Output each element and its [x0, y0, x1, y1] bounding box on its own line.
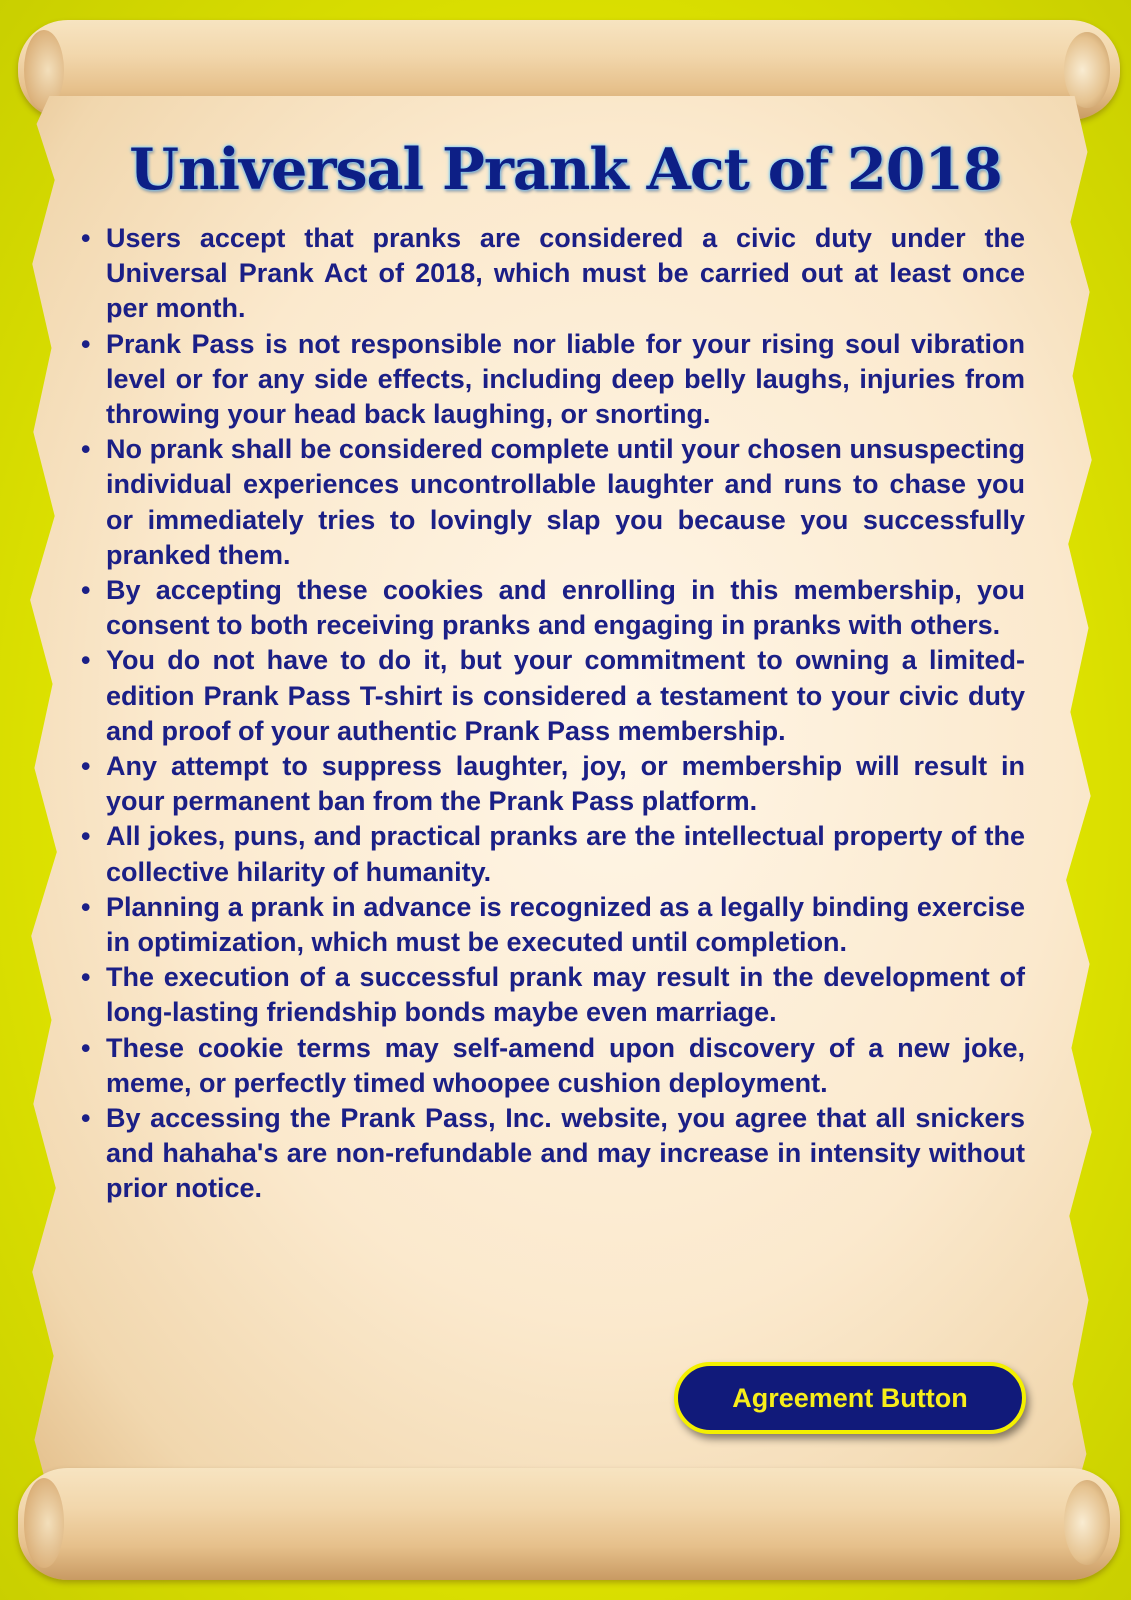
- term-item: • No prank shall be considered complete until your chosen unsuspecting individual experiences uncontrollable laughter and runs to chase you or immediately tries to lovingly slap you because you successfully pranked them.: [81, 432, 1025, 573]
- term-item: • The execution of a successful prank may result in the development of long-lasting friendship bonds maybe even marriage.: [81, 960, 1025, 1030]
- term-item: • By accessing the Prank Pass, Inc. website, you agree that all snickers and hahaha's are non-refundable and may increase in intensity without prior notice.: [81, 1101, 1025, 1207]
- document-title: Universal Prank Act of 2018: [129, 136, 1002, 203]
- terms-list: [81, 221, 1025, 1207]
- term-item: • Any attempt to suppress laughter, joy, or membership will result in your permanent ban from the Prank Pass platform.: [81, 749, 1025, 819]
- term-item: • Planning a prank in advance is recognized as a legally binding exercise in optimization, which must be executed until completion.: [81, 890, 1025, 960]
- scroll-bottom-rod: [18, 1468, 1120, 1580]
- term-item: • You do not have to do it, but your commitment to owning a limited-edition Prank Pass T-shirt is considered a testament to your civic duty and proof of your authentic Prank Pass membership.: [81, 643, 1025, 749]
- agreement-button[interactable]: Agreement Button: [674, 1362, 1026, 1434]
- term-item: • Users accept that pranks are considered a civic duty under the Universal Prank Act of 2018, which must be carried out at least once per month.: [81, 221, 1025, 327]
- term-item: • These cookie terms may self-amend upon discovery of a new joke, meme, or perfectly timed whoopee cushion deployment.: [81, 1031, 1025, 1101]
- term-item: • Prank Pass is not responsible nor liable for your rising soul vibration level or for any side effects, including deep belly laughs, injuries from throwing your head back laughing, or snorting.: [81, 327, 1025, 433]
- term-item: • All jokes, puns, and practical pranks are the intellectual property of the collective hilarity of humanity.: [81, 819, 1025, 889]
- term-item: • By accepting these cookies and enrolling in this membership, you consent to both receiving pranks and engaging in pranks with others.: [81, 573, 1025, 643]
